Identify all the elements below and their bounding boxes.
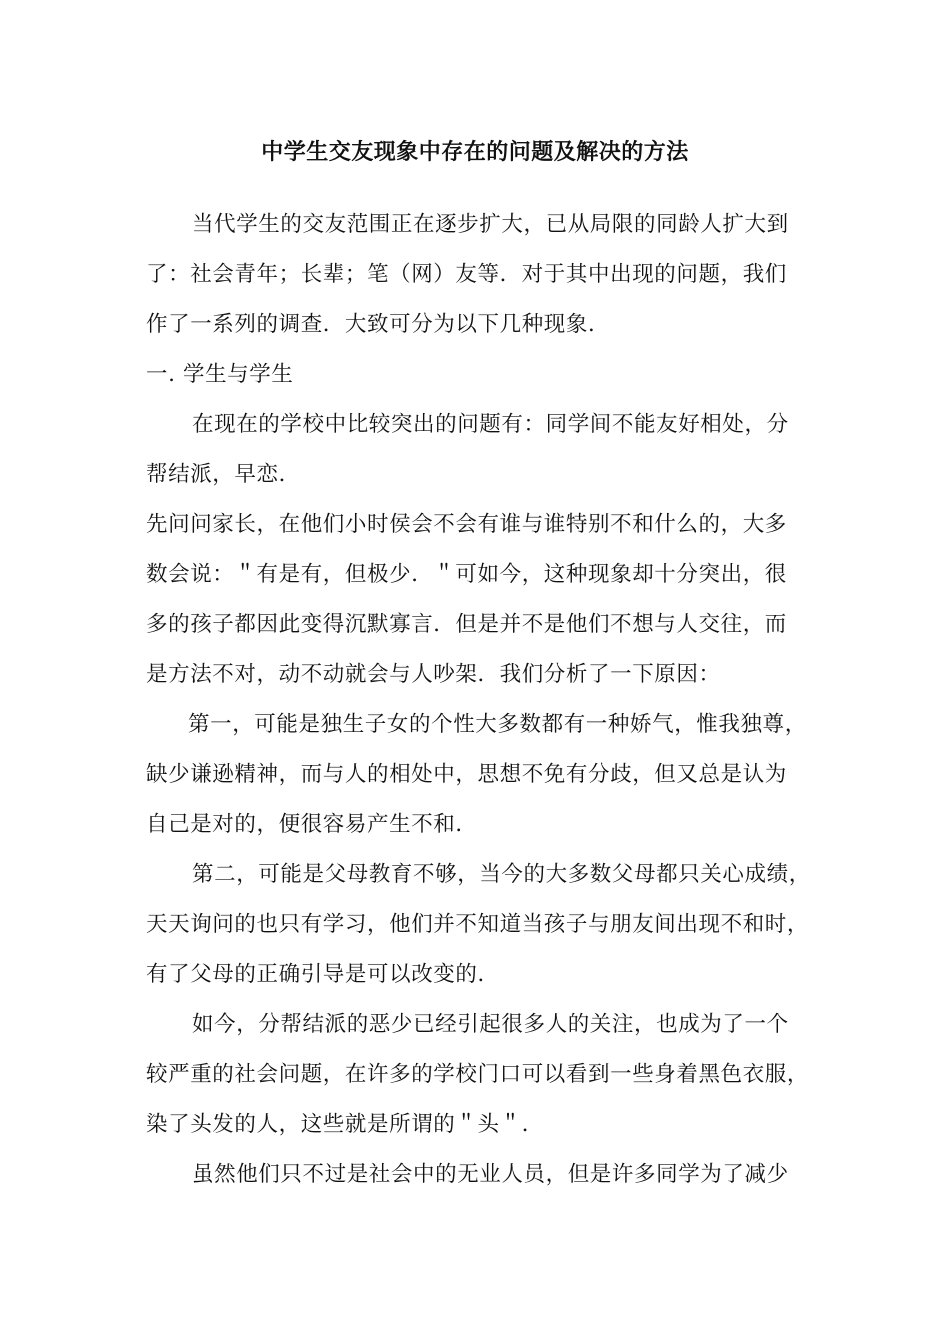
text-line: 染了头发的人，这些就是所谓的＂头＂． [146, 1112, 544, 1137]
text-line: 第二，可能是父母教育不够，当今的大多数父母都只关心成绩， [192, 862, 811, 887]
document-body [146, 200, 826, 1200]
text-line: 有了父母的正确引导是可以改变的． [146, 962, 500, 987]
text-line: 虽然他们只不过是社会中的无业人员，但是许多同学为了减少 [192, 1162, 789, 1187]
text-line: 天天询问的也只有学习，他们并不知道当孩子与朋友间出现不和时， [146, 912, 810, 937]
document-title: 中学生交友现象中存在的问题及解决的方法 [261, 139, 689, 165]
text-line: 多的孩子都因此变得沉默寡言．但是并不是他们不想与人交往，而 [146, 612, 787, 637]
text-line: 如今，分帮结派的恶少已经引起很多人的关注，也成为了一个 [192, 1012, 789, 1037]
text-line: 先问问家长，在他们小时侯会不会有谁与谁特别不和什么的，大多 [146, 512, 787, 537]
text-line: 自己是对的，便很容易产生不和． [146, 812, 478, 837]
text-line: 当代学生的交友范围正在逐步扩大，已从局限的同龄人扩大到 [192, 212, 789, 237]
text-line: 了：社会青年；长辈；笔（网）友等．对于其中出现的问题，我们 [146, 262, 787, 287]
text-line: 在现在的学校中比较突出的问题有：同学间不能友好相处，分 [192, 412, 789, 437]
text-line: 较严重的社会问题，在许多的学校门口可以看到一些身着黑色衣服， [146, 1062, 810, 1087]
text-line: 缺少谦逊精神，而与人的相处中，思想不免有分歧，但又总是认为 [146, 762, 787, 787]
text-line: 数会说：＂有是有，但极少．＂可如今，这种现象却十分突出，很 [146, 562, 787, 587]
text-line: 一. 学生与学生 [146, 362, 294, 387]
text-line: 是方法不对，动不动就会与人吵架．我们分析了一下原因： [146, 662, 721, 687]
text-line: 作了一系列的调查．大致可分为以下几种现象． [146, 312, 611, 337]
text-line: 帮结派，早恋． [146, 462, 301, 487]
text-line: 第一，可能是独生子女的个性大多数都有一种娇气，惟我独尊， [188, 712, 807, 737]
